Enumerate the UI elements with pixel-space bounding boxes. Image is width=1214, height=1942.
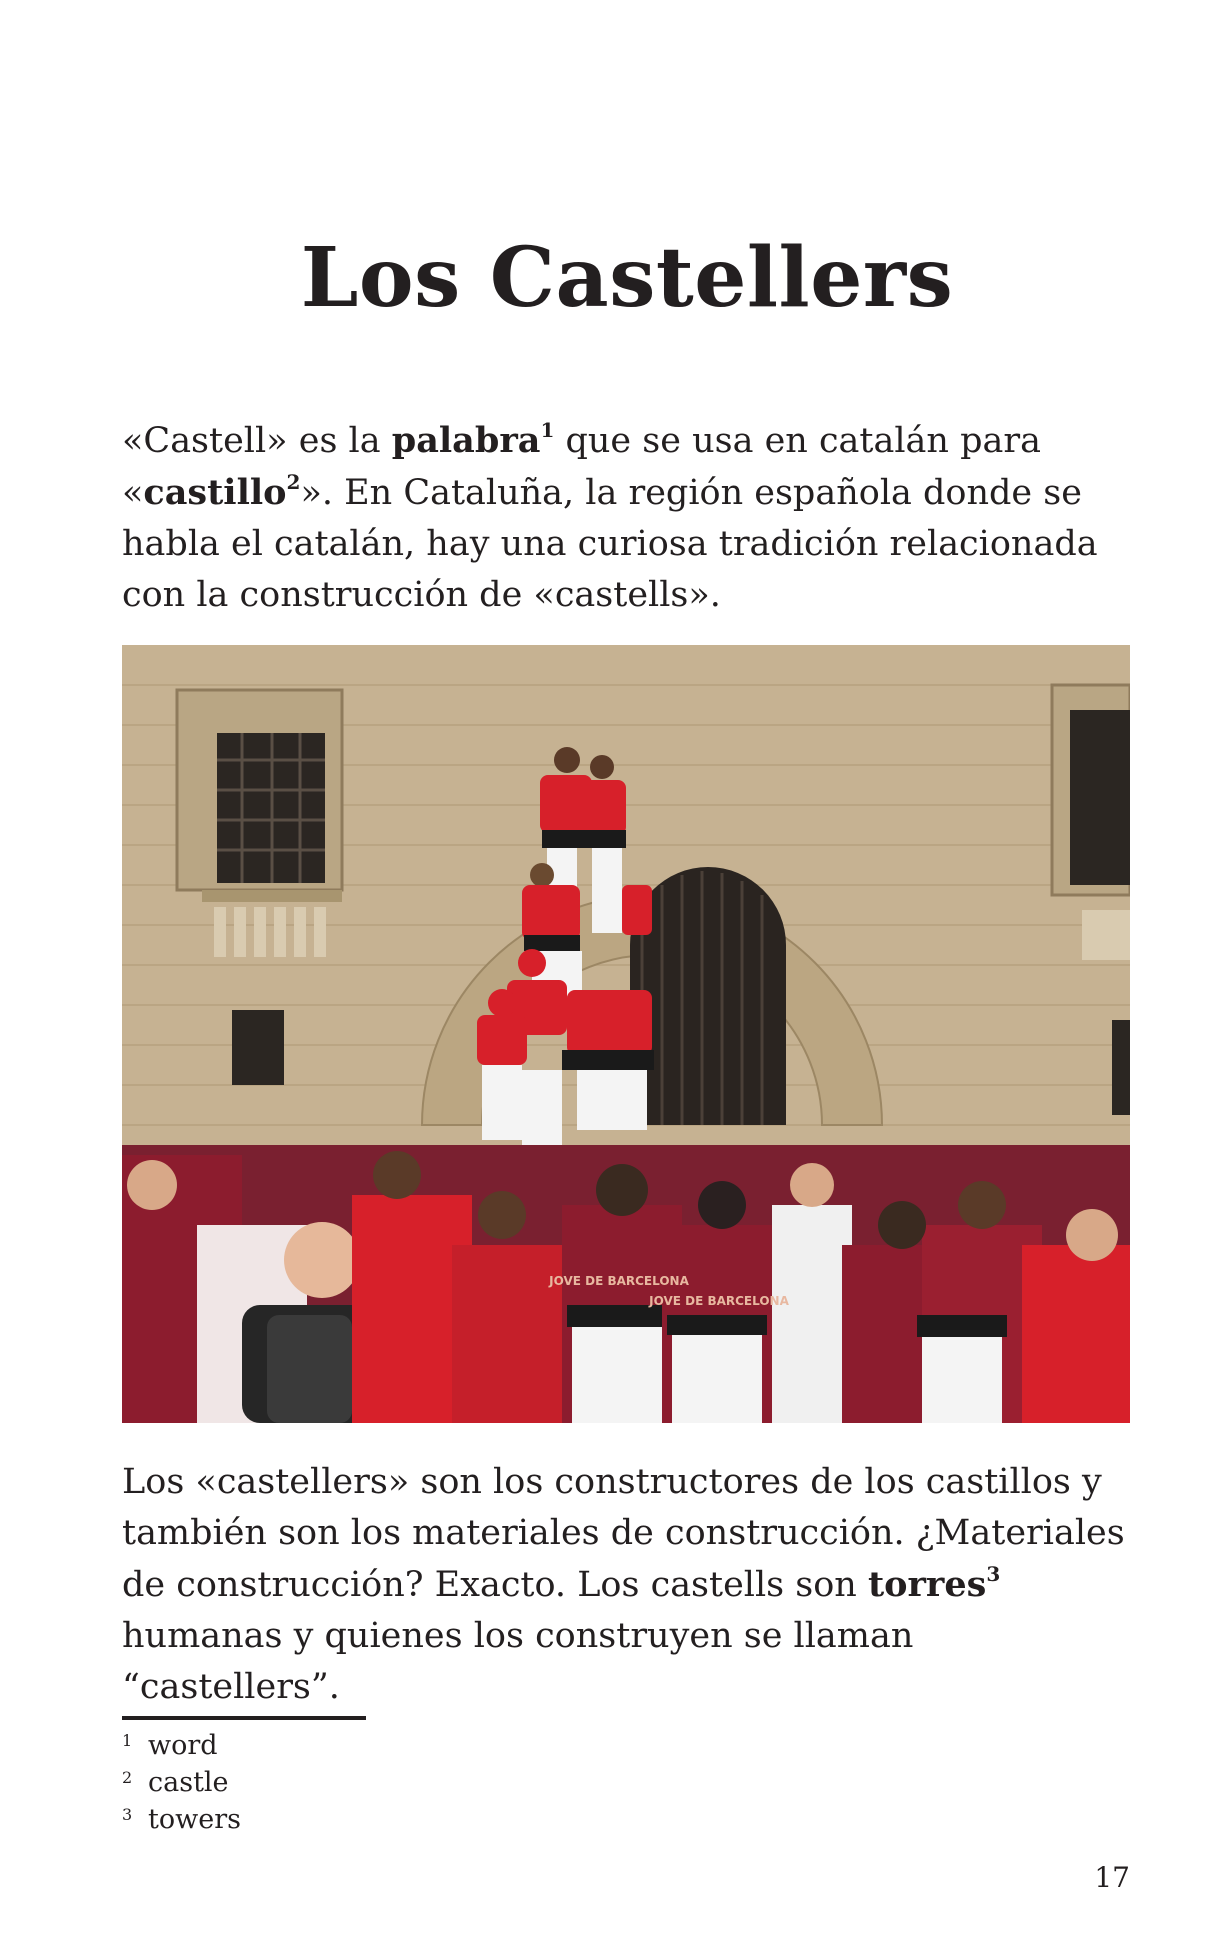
footnote-1 — [122, 1727, 622, 1764]
footnote-ref-2: 2 — [286, 470, 301, 494]
shirt-text-1: JOVE DE BARCELONA — [549, 1274, 689, 1288]
page-number: 17 — [1094, 1861, 1130, 1894]
footnote-number: 1 — [122, 1731, 133, 1750]
footnote-number: 2 — [122, 1768, 133, 1787]
glossed-word-castillo: castillo — [143, 472, 287, 513]
glossed-word-torres: torres — [867, 1564, 987, 1605]
footnotes — [122, 1727, 622, 1838]
footnote-divider — [122, 1716, 366, 1720]
footnote-ref-1: 1 — [540, 418, 555, 442]
footnote-3 — [122, 1801, 622, 1838]
footnote-text: towers — [148, 1804, 241, 1835]
intro-paragraph: «Castell» es la palabra$^1$ que se usa en catalán para «castillo$^2$». En Cataluña, la región española donde se habla el catalán, hay una curiosa tradición relacionada con la construcción de «castells». — [122, 418, 1098, 615]
footnote-text: castle — [148, 1767, 229, 1798]
page-title: Los Castellers — [300, 230, 954, 326]
footnote-text: word — [148, 1730, 218, 1761]
footnote-number: 3 — [122, 1805, 133, 1824]
castellers-paragraph: Los «castellers» son los constructores de los castillos y también son los materiales de construcción. ¿Materiales de construcción? Exacto. Los castells son torres$^3$ humanas y quienes los construyen se llaman “castellers”. — [122, 1462, 1125, 1707]
castellers-photo — [122, 645, 1130, 1423]
glossed-word-palabra: palabra — [391, 420, 541, 461]
shirt-text-2: JOVE DE BARCELONA — [649, 1294, 789, 1308]
footnote-2 — [122, 1764, 622, 1801]
footnote-ref-3: 3 — [986, 1562, 1001, 1586]
